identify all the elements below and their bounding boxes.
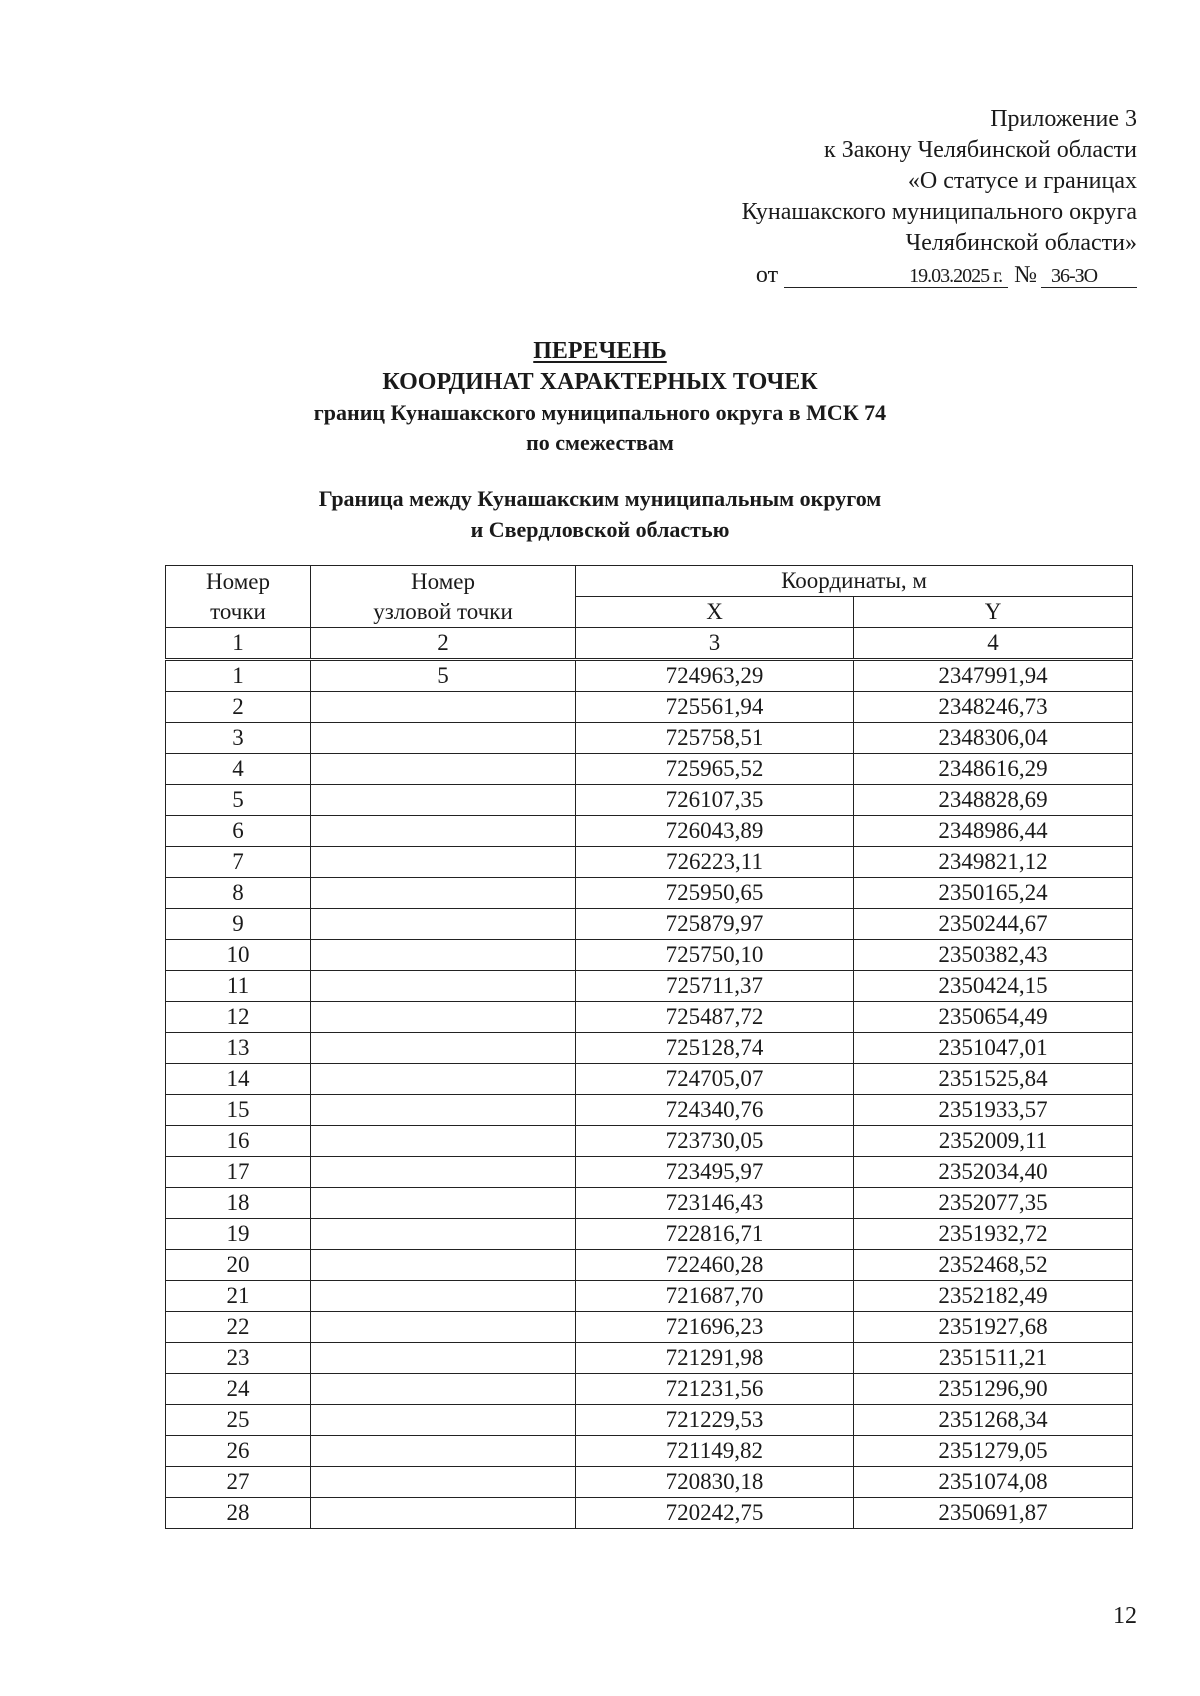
cell-node-number bbox=[311, 1281, 576, 1312]
cell-x: 725965,52 bbox=[576, 754, 854, 785]
cell-y: 2351927,68 bbox=[854, 1312, 1133, 1343]
cell-x: 721696,23 bbox=[576, 1312, 854, 1343]
table-row bbox=[166, 847, 1133, 878]
cell-point-number: 18 bbox=[166, 1188, 311, 1219]
table-row bbox=[166, 1374, 1133, 1405]
table-header-row bbox=[166, 566, 1133, 597]
cell-y: 2350654,49 bbox=[854, 1002, 1133, 1033]
cell-x: 724705,07 bbox=[576, 1064, 854, 1095]
table-row bbox=[166, 1219, 1133, 1250]
cell-node-number bbox=[311, 1498, 576, 1529]
cell-y: 2351525,84 bbox=[854, 1064, 1133, 1095]
cell-point-number: 1 bbox=[166, 660, 311, 692]
cell-point-number: 22 bbox=[166, 1312, 311, 1343]
table-row bbox=[166, 971, 1133, 1002]
cell-point-number: 11 bbox=[166, 971, 311, 1002]
column-number-row bbox=[166, 628, 1133, 660]
cell-node-number bbox=[311, 1343, 576, 1374]
cell-y: 2348306,04 bbox=[854, 723, 1133, 754]
cell-node-number bbox=[311, 1188, 576, 1219]
cell-y: 2352468,52 bbox=[854, 1250, 1133, 1281]
table-row bbox=[166, 1126, 1133, 1157]
cell-node-number bbox=[311, 723, 576, 754]
cell-point-number: 5 bbox=[166, 785, 311, 816]
cell-y: 2352009,11 bbox=[854, 1126, 1133, 1157]
page-number: 12 bbox=[1113, 1603, 1137, 1629]
cell-node-number bbox=[311, 940, 576, 971]
table-body bbox=[166, 660, 1133, 1529]
cell-y: 2350424,15 bbox=[854, 971, 1133, 1002]
cell-point-number: 6 bbox=[166, 816, 311, 847]
cell-point-number: 17 bbox=[166, 1157, 311, 1188]
cell-y: 2351511,21 bbox=[854, 1343, 1133, 1374]
table-row bbox=[166, 1188, 1133, 1219]
cell-y: 2348986,44 bbox=[854, 816, 1133, 847]
cell-node-number bbox=[311, 971, 576, 1002]
cell-node-number bbox=[311, 1405, 576, 1436]
table-row bbox=[166, 1002, 1133, 1033]
date-prefix: от bbox=[755, 262, 779, 288]
cell-x: 723495,97 bbox=[576, 1157, 854, 1188]
cell-y: 2352077,35 bbox=[854, 1188, 1133, 1219]
appendix-line: Кунашакского муниципального округа bbox=[741, 199, 1137, 225]
cell-node-number bbox=[311, 847, 576, 878]
cell-y: 2351932,72 bbox=[854, 1219, 1133, 1250]
cell-x: 725487,72 bbox=[576, 1002, 854, 1033]
appendix-line: к Закону Челябинской области bbox=[824, 137, 1137, 163]
table-row bbox=[166, 785, 1133, 816]
table-row bbox=[166, 816, 1133, 847]
cell-y: 2351296,90 bbox=[854, 1374, 1133, 1405]
table-row bbox=[166, 1033, 1133, 1064]
header-x: X bbox=[576, 597, 854, 628]
cell-point-number: 12 bbox=[166, 1002, 311, 1033]
cell-point-number: 2 bbox=[166, 692, 311, 723]
cell-point-number: 7 bbox=[166, 847, 311, 878]
appendix-header bbox=[742, 104, 1137, 259]
cell-point-number: 8 bbox=[166, 878, 311, 909]
cell-point-number: 16 bbox=[166, 1126, 311, 1157]
table-row bbox=[166, 723, 1133, 754]
cell-y: 2350244,67 bbox=[854, 909, 1133, 940]
cell-node-number bbox=[311, 878, 576, 909]
section-title-line-1: Граница между Кунашакским муниципальным округом bbox=[318, 486, 882, 511]
cell-point-number: 3 bbox=[166, 723, 311, 754]
cell-x: 725561,94 bbox=[576, 692, 854, 723]
table-row bbox=[166, 1405, 1133, 1436]
cell-x: 725950,65 bbox=[576, 878, 854, 909]
table-row bbox=[166, 1343, 1133, 1374]
column-number: 2 bbox=[311, 628, 576, 660]
table-row bbox=[166, 754, 1133, 785]
cell-y: 2351279,05 bbox=[854, 1436, 1133, 1467]
cell-point-number: 4 bbox=[166, 754, 311, 785]
cell-point-number: 21 bbox=[166, 1281, 311, 1312]
cell-node-number bbox=[311, 1126, 576, 1157]
cell-x: 722816,71 bbox=[576, 1219, 854, 1250]
cell-y: 2349821,12 bbox=[854, 847, 1133, 878]
cell-node-number bbox=[311, 909, 576, 940]
cell-y: 2350165,24 bbox=[854, 878, 1133, 909]
header-coordinates: Координаты, м bbox=[576, 566, 1133, 597]
table-row bbox=[166, 1498, 1133, 1529]
title-line-4: по смежествам bbox=[526, 430, 674, 455]
cell-point-number: 28 bbox=[166, 1498, 311, 1529]
cell-point-number: 26 bbox=[166, 1436, 311, 1467]
appendix-line: Приложение 3 bbox=[990, 106, 1137, 132]
cell-node-number bbox=[311, 1312, 576, 1343]
cell-x: 720830,18 bbox=[576, 1467, 854, 1498]
cell-node-number bbox=[311, 1219, 576, 1250]
section-title bbox=[0, 483, 1200, 545]
cell-node-number bbox=[311, 1095, 576, 1126]
table-row bbox=[166, 1157, 1133, 1188]
cell-point-number: 10 bbox=[166, 940, 311, 971]
table-row bbox=[166, 1095, 1133, 1126]
cell-x: 724340,76 bbox=[576, 1095, 854, 1126]
cell-y: 2350382,43 bbox=[854, 940, 1133, 971]
cell-y: 2348246,73 bbox=[854, 692, 1133, 723]
table-row bbox=[166, 1436, 1133, 1467]
cell-x: 721229,53 bbox=[576, 1405, 854, 1436]
cell-node-number bbox=[311, 1250, 576, 1281]
cell-node-number bbox=[311, 1002, 576, 1033]
cell-node-number bbox=[311, 754, 576, 785]
table-row bbox=[166, 1312, 1133, 1343]
cell-point-number: 19 bbox=[166, 1219, 311, 1250]
number-prefix: № bbox=[1014, 262, 1037, 288]
cell-y: 2352034,40 bbox=[854, 1157, 1133, 1188]
cell-node-number bbox=[311, 1467, 576, 1498]
cell-node-number bbox=[311, 1033, 576, 1064]
appendix-line: «О статусе и границах bbox=[907, 168, 1137, 194]
table-row bbox=[166, 660, 1133, 692]
law-approval-line bbox=[756, 262, 1137, 289]
law-number: 36-ЗО bbox=[1041, 265, 1137, 288]
cell-x: 726043,89 bbox=[576, 816, 854, 847]
table-row bbox=[166, 878, 1133, 909]
cell-x: 724963,29 bbox=[576, 660, 854, 692]
column-number: 1 bbox=[166, 628, 311, 660]
cell-y: 2351268,34 bbox=[854, 1405, 1133, 1436]
cell-y: 2352182,49 bbox=[854, 1281, 1133, 1312]
cell-y: 2348828,69 bbox=[854, 785, 1133, 816]
appendix-line: Челябинской области» bbox=[905, 230, 1137, 256]
cell-x: 721291,98 bbox=[576, 1343, 854, 1374]
table-row bbox=[166, 940, 1133, 971]
table-row bbox=[166, 1281, 1133, 1312]
cell-x: 720242,75 bbox=[576, 1498, 854, 1529]
cell-x: 725128,74 bbox=[576, 1033, 854, 1064]
header-y: Y bbox=[854, 597, 1133, 628]
title-line-2: КООРДИНАТ ХАРАКТЕРНЫХ ТОЧЕК bbox=[382, 369, 818, 395]
cell-node-number bbox=[311, 1064, 576, 1095]
header-node-number: Номер узловой точки bbox=[311, 566, 576, 628]
cell-point-number: 15 bbox=[166, 1095, 311, 1126]
cell-node-number bbox=[311, 816, 576, 847]
cell-point-number: 25 bbox=[166, 1405, 311, 1436]
header-point-number: Номер точки bbox=[166, 566, 311, 628]
cell-x: 726107,35 bbox=[576, 785, 854, 816]
table-row bbox=[166, 1064, 1133, 1095]
cell-point-number: 23 bbox=[166, 1343, 311, 1374]
cell-x: 725711,37 bbox=[576, 971, 854, 1002]
cell-point-number: 9 bbox=[166, 909, 311, 940]
table-row bbox=[166, 1250, 1133, 1281]
cell-node-number bbox=[311, 785, 576, 816]
cell-y: 2351933,57 bbox=[854, 1095, 1133, 1126]
cell-x: 723146,43 bbox=[576, 1188, 854, 1219]
cell-node-number bbox=[311, 692, 576, 723]
law-date: 19.03.2025 г. bbox=[784, 265, 1008, 288]
cell-x: 725879,97 bbox=[576, 909, 854, 940]
cell-x: 722460,28 bbox=[576, 1250, 854, 1281]
cell-y: 2347991,94 bbox=[854, 660, 1133, 692]
cell-x: 725758,51 bbox=[576, 723, 854, 754]
cell-node-number bbox=[311, 1157, 576, 1188]
cell-x: 721231,56 bbox=[576, 1374, 854, 1405]
column-number: 3 bbox=[576, 628, 854, 660]
cell-node-number: 5 bbox=[311, 660, 576, 692]
cell-y: 2348616,29 bbox=[854, 754, 1133, 785]
cell-x: 723730,05 bbox=[576, 1126, 854, 1157]
cell-node-number bbox=[311, 1436, 576, 1467]
cell-x: 725750,10 bbox=[576, 940, 854, 971]
table-row bbox=[166, 909, 1133, 940]
cell-point-number: 13 bbox=[166, 1033, 311, 1064]
coordinates-table bbox=[165, 565, 1133, 1529]
cell-y: 2351047,01 bbox=[854, 1033, 1133, 1064]
table-row bbox=[166, 692, 1133, 723]
cell-x: 726223,11 bbox=[576, 847, 854, 878]
cell-node-number bbox=[311, 1374, 576, 1405]
cell-y: 2350691,87 bbox=[854, 1498, 1133, 1529]
cell-point-number: 27 bbox=[166, 1467, 311, 1498]
table-row bbox=[166, 1467, 1133, 1498]
cell-x: 721687,70 bbox=[576, 1281, 854, 1312]
cell-point-number: 14 bbox=[166, 1064, 311, 1095]
cell-point-number: 20 bbox=[166, 1250, 311, 1281]
cell-point-number: 24 bbox=[166, 1374, 311, 1405]
cell-y: 2351074,08 bbox=[854, 1467, 1133, 1498]
title-line-1: ПЕРЕЧЕНЬ bbox=[533, 338, 667, 364]
section-title-line-2: и Свердловской областью bbox=[470, 517, 730, 542]
cell-x: 721149,82 bbox=[576, 1436, 854, 1467]
title-line-3: границ Кунашакского муниципального округа в МСК 74 bbox=[313, 400, 887, 425]
column-number: 4 bbox=[854, 628, 1133, 660]
document-title bbox=[0, 336, 1200, 458]
